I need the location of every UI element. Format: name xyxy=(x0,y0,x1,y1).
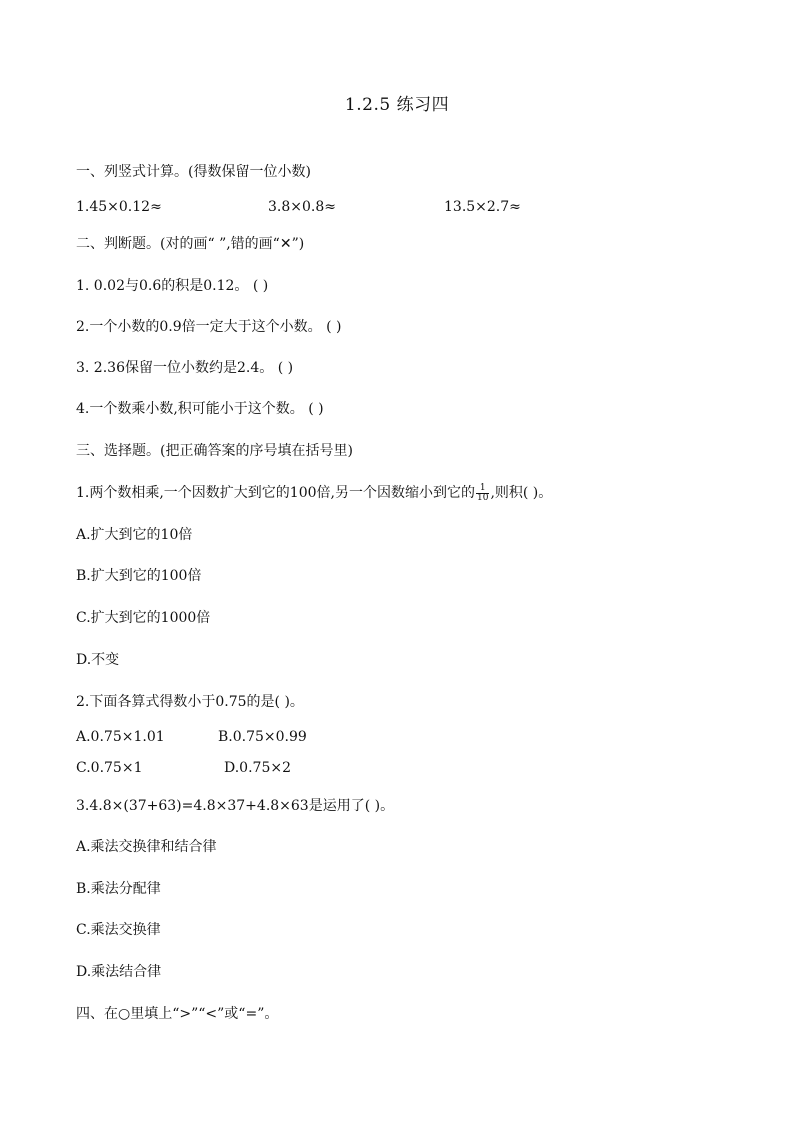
q2-options-row-2 xyxy=(0,758,794,778)
calc-item-3: 13.5×2.7≈ xyxy=(444,199,521,215)
choice-question-3: 3.4.8×(37+63)=4.8×37+4.8×63是运用了( )。 xyxy=(76,798,395,814)
q3-option-b: B.乘法分配律 xyxy=(76,881,161,897)
section1-heading: 一、列竖式计算。(得数保留一位小数) xyxy=(76,164,311,180)
fraction-denominator: 10 xyxy=(476,492,489,503)
q1-stem-after: ,则积( )。 xyxy=(490,485,553,501)
judge-item-4: 4.一个数乘小数,积可能小于这个数。 ( ) xyxy=(76,401,324,417)
calc-item-2: 3.8×0.8≈ xyxy=(268,199,336,215)
choice-question-1 xyxy=(76,483,552,503)
section3-heading: 三、选择题。(把正确答案的序号填在括号里) xyxy=(76,443,353,459)
q1-option-c: C.扩大到它的1000倍 xyxy=(76,610,211,626)
q1-option-d: D.不变 xyxy=(76,652,120,668)
choice-question-2: 2.下面各算式得数小于0.75的是( )。 xyxy=(76,694,304,710)
judge-item-3: 3. 2.36保留一位小数约是2.4。 ( ) xyxy=(76,360,294,376)
judge-item-1: 1. 0.02与0.6的积是0.12。 ( ) xyxy=(76,278,269,294)
section1-items xyxy=(0,197,794,217)
page-title: 1.2.5 练习四 xyxy=(344,95,450,115)
q2-option-a: A.0.75×1.01 xyxy=(76,729,165,745)
q3-option-a: A.乘法交换律和结合律 xyxy=(76,839,217,855)
judge-item-2: 2.一个小数的0.9倍一定大于这个小数。 ( ) xyxy=(76,319,342,335)
q2-options-row-1 xyxy=(0,727,794,747)
fraction-numerator: 1 xyxy=(476,484,489,494)
section4-heading: 四、在○里填上“>”“<”或“=”。 xyxy=(76,1006,279,1022)
q2-option-b: B.0.75×0.99 xyxy=(218,729,307,745)
q1-option-b: B.扩大到它的100倍 xyxy=(76,568,202,584)
fraction-one-tenth xyxy=(476,484,489,503)
q2-option-d: D.0.75×2 xyxy=(224,760,291,776)
calc-item-1: 1.45×0.12≈ xyxy=(76,199,162,215)
section2-heading: 二、判断题。(对的画“ ”,错的画“✕”) xyxy=(76,236,305,252)
q3-option-c: C.乘法交换律 xyxy=(76,922,161,938)
q3-option-d: D.乘法结合律 xyxy=(76,964,162,980)
q1-stem-before: 1.两个数相乘,一个因数扩大到它的100倍,另一个因数缩小到它的 xyxy=(76,485,475,501)
q1-option-a: A.扩大到它的10倍 xyxy=(76,527,193,543)
q2-option-c: C.0.75×1 xyxy=(76,760,143,776)
